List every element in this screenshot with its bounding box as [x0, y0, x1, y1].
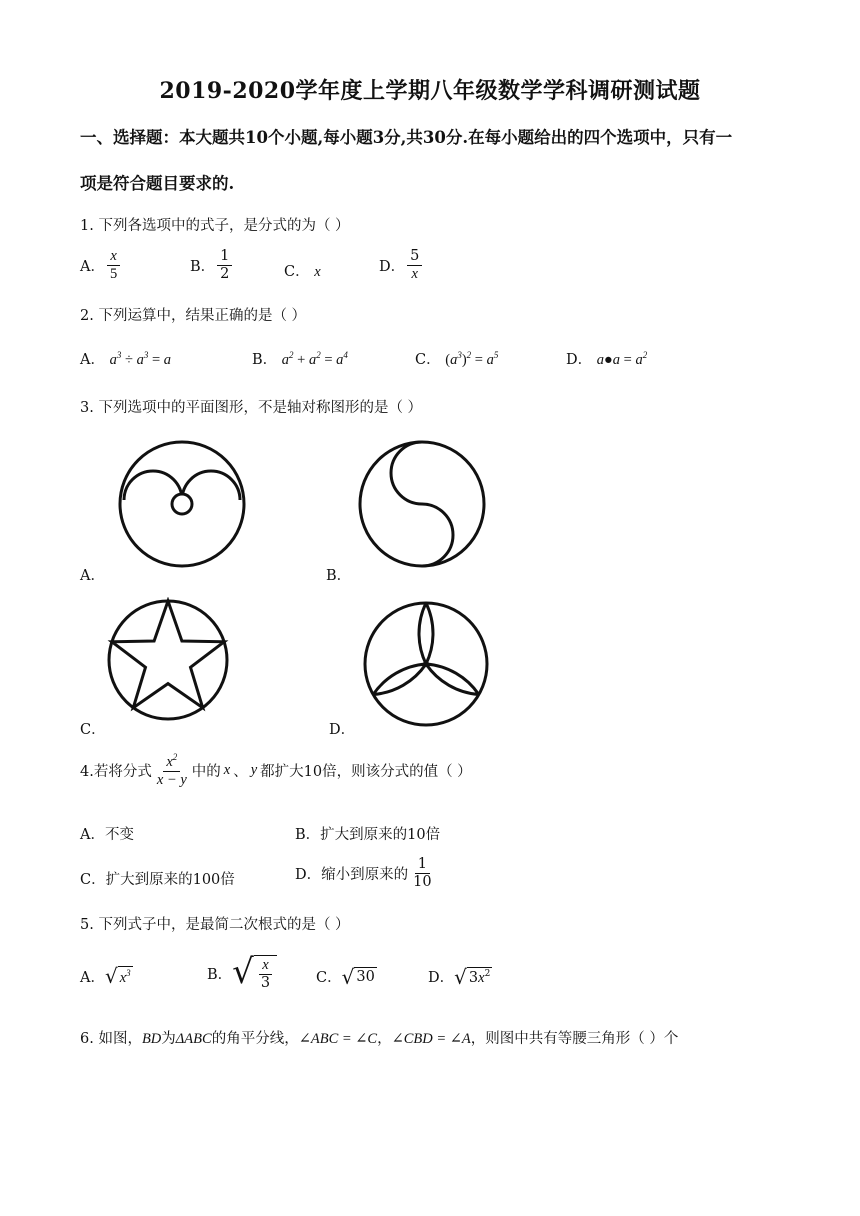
q2-option-c-label: C． — [415, 352, 441, 368]
q1-option-b-label: B． — [190, 258, 216, 275]
q3-figure-d — [362, 600, 490, 728]
q4-mid1: 中的 — [191, 763, 221, 780]
q5-option-b-label: B． — [207, 966, 233, 983]
q1-a-num: x — [107, 248, 119, 266]
q1-option-a — [80, 248, 122, 282]
q1-option-d-fraction — [407, 248, 422, 282]
q5-b-den: 3 — [260, 974, 271, 991]
q2-option-c-expr: $(a^3)^2 = a^5$ — [445, 350, 499, 368]
q2-option-d-label: D． — [566, 352, 593, 368]
q3-option-a-label: A． — [80, 568, 105, 584]
q4-var-y: y — [250, 761, 258, 778]
section-header-line2: 项是符合题目要求的. — [80, 174, 235, 193]
q2-option-b — [252, 348, 348, 369]
q6-mid1: 为 — [161, 1031, 176, 1047]
q4-option-c: C．扩大到原来的100倍 — [80, 872, 235, 888]
q5-option-c — [316, 966, 377, 987]
q6-pre: 6. 如图， — [80, 1031, 142, 1047]
q5-option-b — [207, 952, 277, 992]
q1-option-d — [379, 248, 424, 282]
q4-sep: 、 — [233, 763, 248, 780]
q4-frac-den: x − y — [156, 771, 187, 788]
q4-option-d-fraction — [410, 856, 434, 890]
q3-stem: 3. 下列选项中的平面图形，不是轴对称图形的是（ ） — [80, 400, 423, 416]
q3-figure-b — [355, 437, 490, 572]
q1-b-den: 2 — [220, 265, 230, 282]
q2-option-a — [80, 348, 171, 369]
q5-stem: 5. 下列式子中，是最简二次根式的是（ ） — [80, 917, 350, 933]
q3-option-c-label: C． — [80, 722, 106, 738]
q4-fraction — [154, 752, 190, 788]
q5-option-b-sqrt: √ $\frac{x}{3}$ — [232, 955, 277, 991]
q6-bd: BD — [141, 1031, 162, 1047]
q1-b-num: 1 — [217, 248, 232, 266]
q4-d-num: 1 — [415, 856, 430, 874]
q1-option-a-fraction — [107, 248, 120, 282]
q2-option-b-label: B． — [252, 352, 278, 368]
q1-option-c — [284, 260, 321, 281]
q1-option-d-label: D． — [379, 258, 406, 275]
q5-option-a — [80, 966, 133, 987]
q5-option-c-sqrt: √ 30 — [341, 964, 375, 989]
q3-figure-c — [105, 597, 231, 723]
q3-option-d-label: D． — [329, 722, 356, 738]
q5-option-d-sqrt: √ $3x^2$ — [454, 964, 491, 989]
q3-figure-a — [115, 437, 250, 572]
q2-option-d-expr: a●a = $a^2$ — [596, 350, 648, 368]
q4-frac-num: $x^2$ — [163, 752, 180, 772]
q2-stem: 2. 下列运算中，结果正确的是（ ） — [80, 308, 307, 324]
q2-option-c — [415, 348, 498, 369]
q1-option-c-expr: x — [314, 264, 321, 280]
q1-option-b — [190, 248, 234, 282]
q6-eq2: ∠CBD = ∠A — [391, 1031, 471, 1047]
q4-option-d-text: D．缩小到原来的 — [295, 866, 409, 883]
q2-option-a-expr: $a^3 \div a^3 = a$ — [109, 350, 171, 368]
q5-b-num: x — [259, 957, 271, 975]
q4-stem — [80, 752, 472, 788]
q1-a-den: 5 — [109, 265, 118, 282]
q6-triangle: ΔABC — [175, 1031, 212, 1047]
q5-option-a-label: A． — [80, 970, 105, 986]
q5-option-a-sqrt: √ $x^3$ — [104, 964, 131, 989]
section-header-line1: 一、选择题：本大题共10个小题,每小题3分,共30分.在每小题给出的四个选项中，只有一 — [80, 128, 733, 147]
q5-option-c-label: C． — [316, 970, 342, 986]
q1-option-c-label: C． — [284, 264, 310, 280]
q6-stem — [80, 1027, 678, 1048]
q4-d-den: 10 — [413, 873, 432, 890]
q1-option-b-fraction — [217, 248, 232, 282]
q6-comma: ， — [377, 1031, 392, 1047]
q4-var-x: x — [223, 761, 231, 778]
q1-d-den: x — [411, 265, 418, 282]
q4-post: 都扩大10倍，则该分式的值（ ） — [260, 763, 472, 780]
q5-c-body: 30 — [356, 968, 375, 985]
q2-option-b-expr: $a^2 + a^2 = a^4$ — [281, 350, 348, 368]
q1-option-a-label: A． — [80, 258, 105, 275]
q5-option-d — [428, 966, 492, 987]
q4-option-a: A．不变 — [80, 827, 134, 843]
q1-d-num: 5 — [407, 248, 422, 266]
q1-stem: 1. 下列各选项中的式子，是分式的为（ ） — [80, 218, 350, 234]
q6-post: ，则图中共有等腰三角形（ ）个 — [470, 1031, 679, 1047]
q4-pre: 4.若将分式 — [80, 763, 152, 780]
q6-mid2: 的角平分线， — [211, 1031, 299, 1047]
q6-eq1: ∠ABC = ∠C — [298, 1031, 378, 1047]
q4-option-d — [295, 856, 437, 890]
q2-option-a-label: A． — [80, 352, 105, 368]
q3-option-b-label: B． — [326, 568, 352, 584]
q4-option-b: B．扩大到原来的10倍 — [295, 827, 441, 843]
q2-option-d — [566, 348, 647, 369]
q5-option-d-label: D． — [428, 970, 455, 986]
page-title: 2019-2020学年度上学期八年级数学学科调研测试题 — [159, 78, 701, 104]
